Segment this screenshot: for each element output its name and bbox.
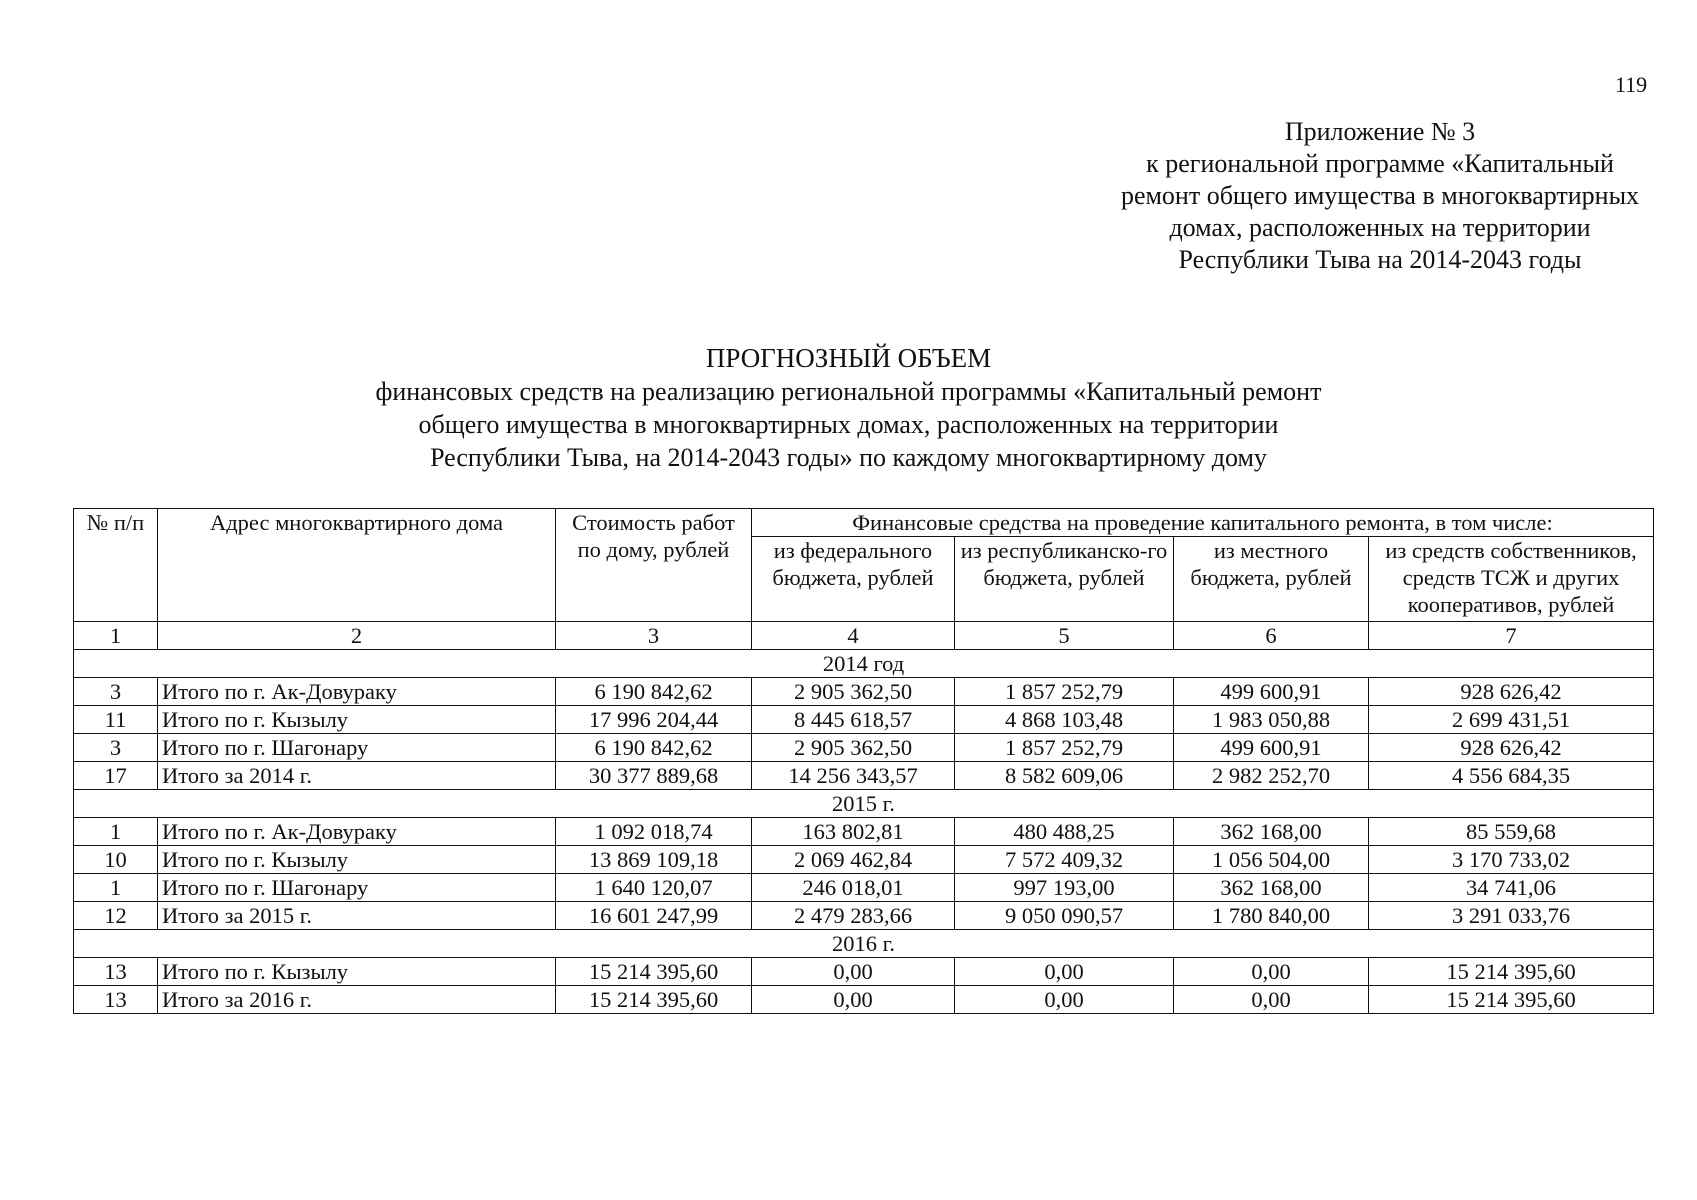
cell-address: Итого за 2015 г. [158, 902, 556, 930]
cell-cost: 6 190 842,62 [556, 678, 752, 706]
cell-address: Итого за 2014 г. [158, 762, 556, 790]
header-federal: из федерального бюджета, рублей [752, 537, 955, 622]
year-section-row [74, 930, 1654, 958]
cell-local: 0,00 [1174, 986, 1369, 1014]
cell-num: 17 [74, 762, 158, 790]
cell-owners: 2 699 431,51 [1369, 706, 1654, 734]
table-row [74, 762, 1654, 790]
cell-num: 10 [74, 846, 158, 874]
cell-republic: 1 857 252,79 [955, 734, 1174, 762]
cell-address: Итого по г. Кызылу [158, 846, 556, 874]
cell-local: 2 982 252,70 [1174, 762, 1369, 790]
appendix-line: ремонт общего имущества в многоквартирных [1120, 181, 1640, 210]
table-row [74, 874, 1654, 902]
header-funding-group: Финансовые средства на проведение капитального ремонта, в том числе: [752, 509, 1654, 537]
header-address: Адрес многоквартирного дома [158, 509, 556, 622]
appendix-line: к региональной программе «Капитальный [1146, 149, 1614, 178]
cell-republic: 1 857 252,79 [955, 678, 1174, 706]
header-republic: из республиканско-го бюджета, рублей [955, 537, 1174, 622]
column-number: 1 [74, 622, 158, 650]
cell-num: 3 [74, 734, 158, 762]
cell-federal: 8 445 618,57 [752, 706, 955, 734]
cell-federal: 0,00 [752, 958, 955, 986]
table-row [74, 986, 1654, 1014]
year-label: 2016 г. [74, 930, 1654, 958]
column-number-row [74, 622, 1654, 650]
column-number: 2 [158, 622, 556, 650]
table-row [74, 958, 1654, 986]
appendix-line: домах, расположенных на территории [1169, 213, 1591, 242]
cell-address: Итого по г. Кызылу [158, 706, 556, 734]
cell-local: 499 600,91 [1174, 678, 1369, 706]
header-cost: Стоимость работ по дому, рублей [556, 509, 752, 622]
cell-republic: 0,00 [955, 958, 1174, 986]
cell-address: Итого по г. Ак-Довураку [158, 818, 556, 846]
cell-cost: 16 601 247,99 [556, 902, 752, 930]
column-number: 7 [1369, 622, 1654, 650]
table-row [74, 846, 1654, 874]
cell-owners: 928 626,42 [1369, 678, 1654, 706]
cell-republic: 9 050 090,57 [955, 902, 1174, 930]
cell-num: 11 [74, 706, 158, 734]
table-row [74, 818, 1654, 846]
cell-address: Итого по г. Шагонару [158, 734, 556, 762]
appendix-line: Республики Тыва на 2014-2043 годы [1178, 245, 1582, 274]
cell-republic: 4 868 103,48 [955, 706, 1174, 734]
table-row [74, 706, 1654, 734]
title-line: общего имущества в многоквартирных домах, расположенных на территории [418, 410, 1279, 439]
table-row [74, 678, 1654, 706]
cell-cost: 1 092 018,74 [556, 818, 752, 846]
column-number: 4 [752, 622, 955, 650]
cell-owners: 15 214 395,60 [1369, 958, 1654, 986]
header-num: № п/п [74, 509, 158, 622]
cell-cost: 6 190 842,62 [556, 734, 752, 762]
cell-owners: 34 741,06 [1369, 874, 1654, 902]
cell-address: Итого по г. Ак-Довураку [158, 678, 556, 706]
cell-federal: 2 905 362,50 [752, 678, 955, 706]
cell-republic: 480 488,25 [955, 818, 1174, 846]
cell-num: 13 [74, 958, 158, 986]
cell-owners: 85 559,68 [1369, 818, 1654, 846]
cell-cost: 30 377 889,68 [556, 762, 752, 790]
cell-local: 499 600,91 [1174, 734, 1369, 762]
cell-federal: 2 479 283,66 [752, 902, 955, 930]
table-row [74, 734, 1654, 762]
table-row [74, 902, 1654, 930]
column-number: 6 [1174, 622, 1369, 650]
cell-cost: 17 996 204,44 [556, 706, 752, 734]
year-label: 2015 г. [74, 790, 1654, 818]
title-line: финансовых средств на реализацию региональной программы «Капитальный ремонт [375, 377, 1322, 406]
cell-address: Итого за 2016 г. [158, 986, 556, 1014]
cell-num: 1 [74, 818, 158, 846]
year-section-row [74, 650, 1654, 678]
cell-num: 1 [74, 874, 158, 902]
cell-cost: 1 640 120,07 [556, 874, 752, 902]
cell-num: 13 [74, 986, 158, 1014]
cell-owners: 3 291 033,76 [1369, 902, 1654, 930]
cell-federal: 14 256 343,57 [752, 762, 955, 790]
cell-local: 1 056 504,00 [1174, 846, 1369, 874]
cell-address: Итого по г. Шагонару [158, 874, 556, 902]
cell-local: 362 168,00 [1174, 874, 1369, 902]
cell-owners: 15 214 395,60 [1369, 986, 1654, 1014]
page-number: 119 [1615, 72, 1648, 97]
cell-cost: 15 214 395,60 [556, 958, 752, 986]
cell-address: Итого по г. Кызылу [158, 958, 556, 986]
appendix-line: Приложение № 3 [1284, 117, 1476, 146]
header-owners: из средств собственников, средств ТСЖ и других кооперативов, рублей [1369, 537, 1654, 622]
cell-owners: 4 556 684,35 [1369, 762, 1654, 790]
column-number: 3 [556, 622, 752, 650]
title-line: Республики Тыва, на 2014-2043 годы» по каждому многоквартирному дому [430, 443, 1267, 472]
cell-republic: 997 193,00 [955, 874, 1174, 902]
cell-republic: 0,00 [955, 986, 1174, 1014]
title-main: ПРОГНОЗНЫЙ ОБЪЕМ [705, 343, 992, 373]
financing-table [73, 508, 1654, 1014]
cell-republic: 8 582 609,06 [955, 762, 1174, 790]
cell-local: 1 780 840,00 [1174, 902, 1369, 930]
appendix-note [1080, 116, 1680, 276]
table-body [74, 622, 1654, 1014]
cell-federal: 2 069 462,84 [752, 846, 955, 874]
cell-num: 3 [74, 678, 158, 706]
cell-local: 1 983 050,88 [1174, 706, 1369, 734]
document-title [200, 342, 1497, 474]
column-number: 5 [955, 622, 1174, 650]
cell-federal: 163 802,81 [752, 818, 955, 846]
cell-num: 12 [74, 902, 158, 930]
cell-owners: 3 170 733,02 [1369, 846, 1654, 874]
cell-owners: 928 626,42 [1369, 734, 1654, 762]
header-local: из местного бюджета, рублей [1174, 537, 1369, 622]
year-label: 2014 год [74, 650, 1654, 678]
cell-federal: 2 905 362,50 [752, 734, 955, 762]
year-section-row [74, 790, 1654, 818]
cell-republic: 7 572 409,32 [955, 846, 1174, 874]
cell-cost: 13 869 109,18 [556, 846, 752, 874]
cell-local: 362 168,00 [1174, 818, 1369, 846]
cell-federal: 246 018,01 [752, 874, 955, 902]
cell-local: 0,00 [1174, 958, 1369, 986]
cell-cost: 15 214 395,60 [556, 986, 752, 1014]
cell-federal: 0,00 [752, 986, 955, 1014]
